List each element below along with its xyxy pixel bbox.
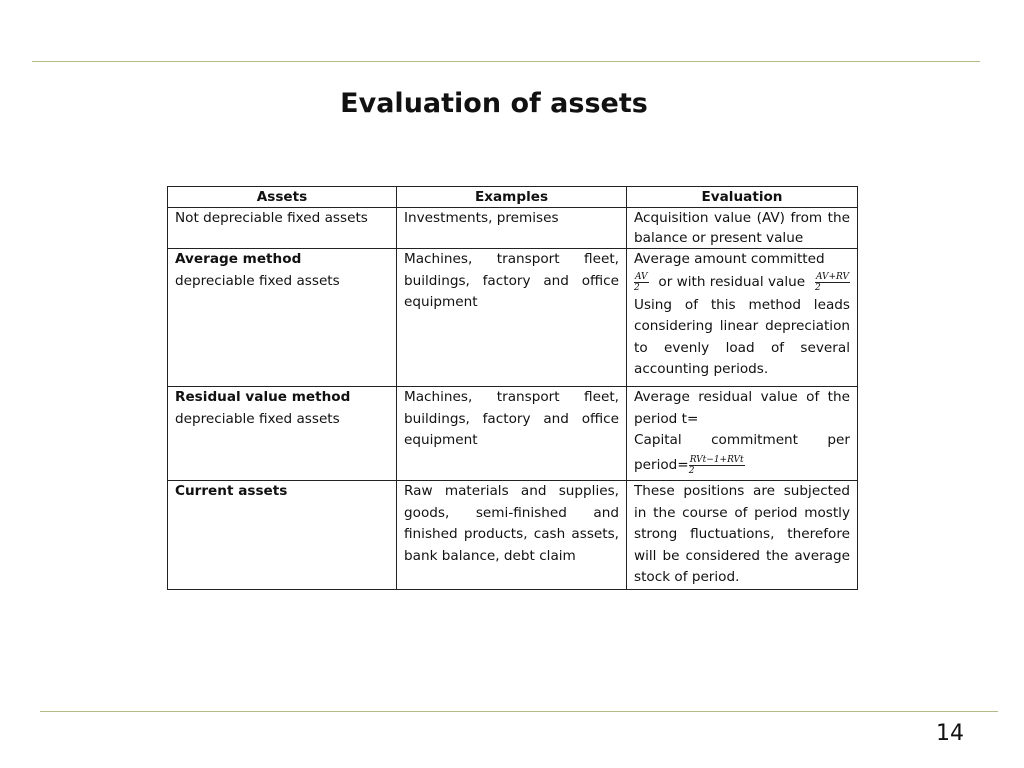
page-number: 14 (936, 721, 964, 746)
cell-examples: Raw materials and supplies, goods, semi-finished and finished products, cash assets, bank balance, debt claim (397, 481, 627, 590)
table-header-row (168, 187, 858, 208)
evaluation-line: Average residual value of the period t= (634, 389, 850, 427)
evaluation-text: Using of this method leads considering linear depreciation to evenly load of several accounting periods. (634, 296, 850, 378)
cell-evaluation: These positions are subjected in the course of period mostly strong fluctuations, therefore will be considered the average stock of period. (627, 481, 858, 590)
fraction-numerator: AV+RV (815, 272, 849, 283)
assets-text: depreciable fixed assets (175, 272, 340, 289)
slide-title: Evaluation of assets (340, 88, 648, 119)
assets-text: depreciable fixed assets (175, 410, 340, 427)
method-name: Average method (175, 251, 302, 267)
cell-examples: Investments, premises (397, 208, 627, 249)
bottom-divider (40, 711, 998, 712)
header-evaluation: Evaluation (627, 187, 858, 208)
formula-prefix: period= (634, 456, 689, 473)
formula-line (634, 271, 850, 295)
table-row (168, 481, 858, 590)
evaluation-line: Capital commitment per (634, 432, 850, 449)
fraction-av (634, 272, 649, 293)
cell-assets (168, 249, 397, 387)
fraction-rv (689, 455, 745, 476)
method-name: Current assets (175, 483, 288, 499)
cell-assets (168, 481, 397, 590)
assets-text: Not depreciable fixed assets (175, 210, 368, 226)
table-row (168, 208, 858, 249)
table-row (168, 249, 858, 387)
fraction-numerator: AV (635, 272, 648, 283)
header-assets: Assets (168, 187, 397, 208)
evaluation-line: Average amount committed (634, 251, 825, 267)
formula-text: or with residual value (658, 273, 806, 290)
cell-evaluation (627, 249, 858, 387)
header-examples: Examples (397, 187, 627, 208)
top-divider (32, 61, 980, 62)
fraction-denominator: 2 (814, 283, 821, 294)
cell-assets (168, 387, 397, 481)
fraction-av-rv (815, 272, 850, 293)
cell-evaluation (627, 387, 858, 481)
cell-examples: Machines, transport fleet, buildings, factory and office equipment (397, 387, 627, 481)
fraction-numerator: RVt−1+RVt (689, 455, 744, 466)
table-row (168, 387, 858, 481)
cell-evaluation: Acquisition value (AV) from the balance or present value (627, 208, 858, 249)
formula-line (634, 452, 850, 480)
cell-examples: Machines, transport fleet, buildings, factory and office equipment (397, 249, 627, 387)
fraction-denominator: 2 (688, 466, 695, 477)
fraction-denominator: 2 (634, 283, 640, 294)
method-name: Residual value method (175, 389, 351, 405)
cell-assets (168, 208, 397, 249)
assets-evaluation-table (167, 186, 858, 590)
